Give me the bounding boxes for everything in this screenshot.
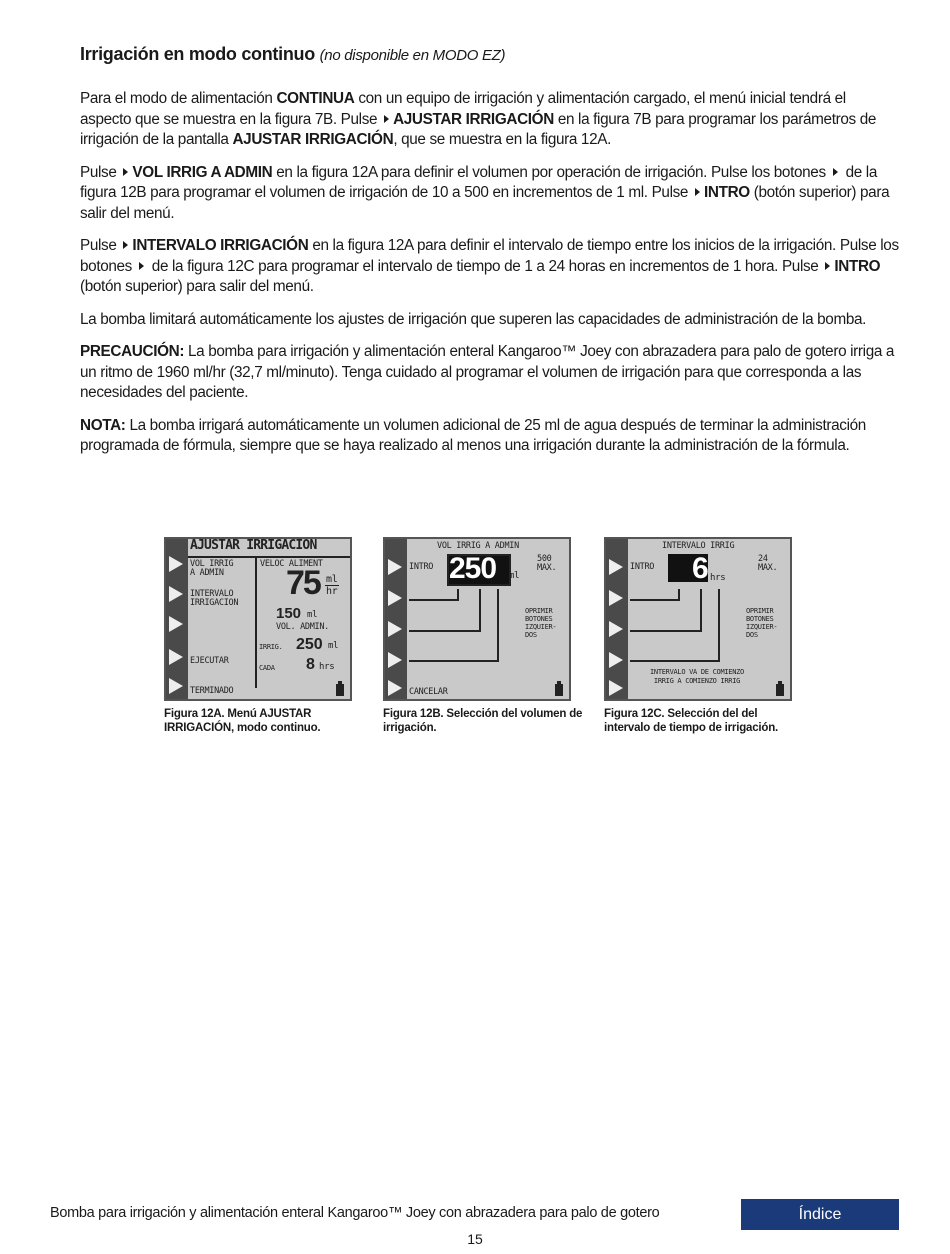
section-heading (80, 44, 900, 65)
button-bezel (385, 539, 407, 699)
every-label: CADA (259, 664, 275, 672)
hint-text: OPRIMIR BOTONES IZQUIER- DOS (525, 607, 557, 639)
pointer-line (630, 660, 718, 662)
play-triangle-icon (123, 168, 128, 176)
play-triangle-icon (388, 652, 402, 668)
paragraph-limit: La bomba limitará automáticamente los ajustes de irrigación que superen las capacidades de administración de la bomba. (80, 310, 867, 328)
index-button[interactable]: Índice (741, 1199, 899, 1230)
play-triangle-icon (695, 188, 700, 196)
figure-12b (383, 537, 583, 735)
bold-text: INTERVALO IRRIGACIÓN (132, 237, 309, 254)
figure-12a (164, 537, 364, 735)
text: de la figura 12B para programar el volumen de irrigación de 10 a 500 en incrementos de 1 ml. Pulse (80, 163, 877, 201)
pointer-line (718, 589, 720, 662)
divider (188, 556, 350, 558)
enter-label: INTRO (630, 562, 655, 572)
bold-text: VOL IRRIG A ADMIN (132, 163, 273, 181)
text: en la figura 7B para programar los parámetros de irrigación de la pantalla (80, 110, 877, 148)
play-triangle-icon (609, 621, 623, 637)
play-triangle-icon (123, 241, 128, 249)
volume-value: 250 (449, 552, 497, 585)
play-triangle-icon (139, 262, 144, 270)
play-triangle-icon (609, 652, 623, 668)
play-triangle-icon (609, 590, 623, 606)
text: Pulse (80, 163, 121, 181)
button-bezel (606, 539, 628, 699)
play-triangle-icon (384, 115, 389, 123)
battery-icon (555, 684, 563, 696)
menu-interval: INTERVALO IRRIGACION (190, 589, 239, 608)
figure-caption: Figura 12C. Selección del del intervalo de tiempo de irrigación. (604, 708, 779, 734)
cancel-label: CANCELAR (409, 687, 448, 697)
play-triangle-icon (388, 559, 402, 575)
pump-screen-12a (164, 537, 352, 701)
rate-value: 75 (286, 564, 320, 602)
caution-label: PRECAUCIÓN: (80, 343, 185, 360)
max-label: 24 MAX. (758, 554, 778, 573)
pointer-line (630, 630, 700, 632)
play-triangle-icon (169, 649, 183, 665)
max-label: 500 MAX. (537, 554, 557, 573)
paragraph-volume (80, 163, 900, 225)
play-triangle-icon (609, 559, 623, 575)
play-triangle-icon (833, 168, 838, 176)
irrig-unit: ml (328, 641, 339, 651)
screen-title: AJUSTAR IRRIGACION (190, 538, 317, 553)
text: (botón superior) para salir del menú. (80, 184, 890, 222)
caution-text: La bomba para irrigación y alimentación enteral Kangaroo™ Joey con abrazadera para palo de gotero irriga a un ritmo de 1960 ml/hr (32,7 ml/minuto). Tenga cuidado al programar el volumen de irrigación para que corresponda a las necesidades del paciente. (80, 343, 895, 401)
volume-unit: ml (509, 571, 520, 581)
screen-title: VOL IRRIG A ADMIN (437, 541, 519, 551)
paragraph-interval (80, 236, 900, 298)
rate-unit: hr (326, 586, 338, 597)
text: Pulse (80, 237, 121, 254)
page-number: 15 (467, 1231, 483, 1247)
play-triangle-icon (825, 262, 830, 270)
text: en la figura 12A para definir el intervalo de tiempo entre los inicios de la irrigación. Pulse los botones (80, 237, 899, 275)
interval-value: 6 (692, 552, 709, 585)
play-triangle-icon (388, 590, 402, 606)
play-triangle-icon (169, 586, 183, 602)
pointer-line (409, 660, 497, 662)
pump-screen-12c (604, 537, 792, 701)
pump-screen-12b (383, 537, 571, 701)
note-text: La bomba irrigará automáticamente un volumen adicional de 25 ml de agua después de terminar la administración programada de fórmula, siempre que se haya realizado al menos una irrigación durante la administración de la fórmula. (80, 416, 866, 454)
figure-caption: Figura 12A. Menú AJUSTAR IRRIGACIÓN, modo continuo. (164, 708, 321, 734)
bold-text: AJUSTAR IRRIGACIÓN (393, 110, 554, 128)
bold-text: AJUSTAR IRRIGACIÓN (232, 131, 394, 148)
text: (botón superior) para salir del menú. (80, 278, 314, 295)
heading-title: Irrigación en modo continuo (80, 44, 315, 64)
pointer-line (678, 589, 680, 601)
pointer-line (497, 589, 499, 662)
menu-vol-irrig: VOL IRRIG A ADMIN (190, 559, 234, 578)
admin-unit: ml (307, 610, 318, 620)
paragraph-continuous-mode (80, 89, 900, 151)
play-triangle-icon (388, 621, 402, 637)
interval-note: INTERVALO VA DE COMIENZO IRRIG A COMIENZO IRRIG (650, 668, 744, 685)
menu-run: EJECUTAR (190, 656, 229, 666)
bold-text: INTRO (703, 184, 750, 201)
battery-icon (336, 684, 344, 696)
rate-label: VELOC ALIMENT (260, 559, 323, 569)
battery-icon (776, 684, 784, 696)
play-triangle-icon (169, 556, 183, 572)
admin-label: VOL. ADMIN. (276, 622, 329, 632)
pointer-line (457, 589, 459, 601)
every-unit: hrs (319, 662, 335, 672)
figure-caption: Figura 12B. Selección del volumen de irrigación. (383, 708, 583, 734)
irrig-value: 250 (296, 636, 323, 653)
text: con un equipo de irrigación y alimentación cargado, el menú inicial tendrá el aspecto que se muestra en la figura 7B. Pulse (80, 90, 846, 128)
text: de la figura 12C para programar el intervalo de tiempo de 1 a 24 horas en incrementos de 1 hora. Pulse (147, 257, 823, 275)
enter-label: INTRO (409, 562, 434, 572)
menu-done: TERMINADO (190, 686, 234, 696)
play-triangle-icon (609, 680, 623, 696)
play-triangle-icon (388, 680, 402, 696)
figure-12c (604, 537, 804, 735)
text: Para el modo de alimentación (80, 90, 277, 107)
play-triangle-icon (169, 678, 183, 694)
pointer-line (409, 630, 479, 632)
rate-unit: ml (326, 574, 338, 585)
text: en la figura 12A para definir el volumen por operación de irrigación. Pulse los botones (272, 163, 830, 181)
main-content (80, 44, 900, 469)
play-triangle-icon (169, 616, 183, 632)
irrig-label: IRRIG. (259, 643, 283, 651)
pointer-line (479, 589, 481, 632)
every-value: 8 (306, 656, 315, 673)
pointer-line (700, 589, 702, 632)
pointer-line (409, 599, 457, 601)
paragraph-caution (80, 342, 900, 404)
heading-subtitle: (no disponible en MODO EZ) (319, 47, 506, 64)
text: , que se muestra en la figura 12A. (393, 131, 612, 148)
bold-text: CONTINUA (276, 90, 355, 107)
footer-text: Bomba para irrigación y alimentación enteral Kangaroo™ Joey con abrazadera para palo de gotero (50, 1205, 660, 1221)
hint-text: OPRIMIR BOTONES IZQUIER- DOS (746, 607, 778, 639)
admin-value: 150 (276, 605, 302, 622)
paragraph-note (80, 416, 900, 457)
button-bezel (166, 539, 188, 699)
divider (255, 558, 257, 688)
note-label: NOTA: (80, 416, 126, 434)
bold-text: INTRO (834, 257, 881, 275)
screen-title: INTERVALO IRRIG (662, 541, 735, 551)
interval-unit: hrs (710, 573, 726, 583)
pointer-line (630, 599, 678, 601)
